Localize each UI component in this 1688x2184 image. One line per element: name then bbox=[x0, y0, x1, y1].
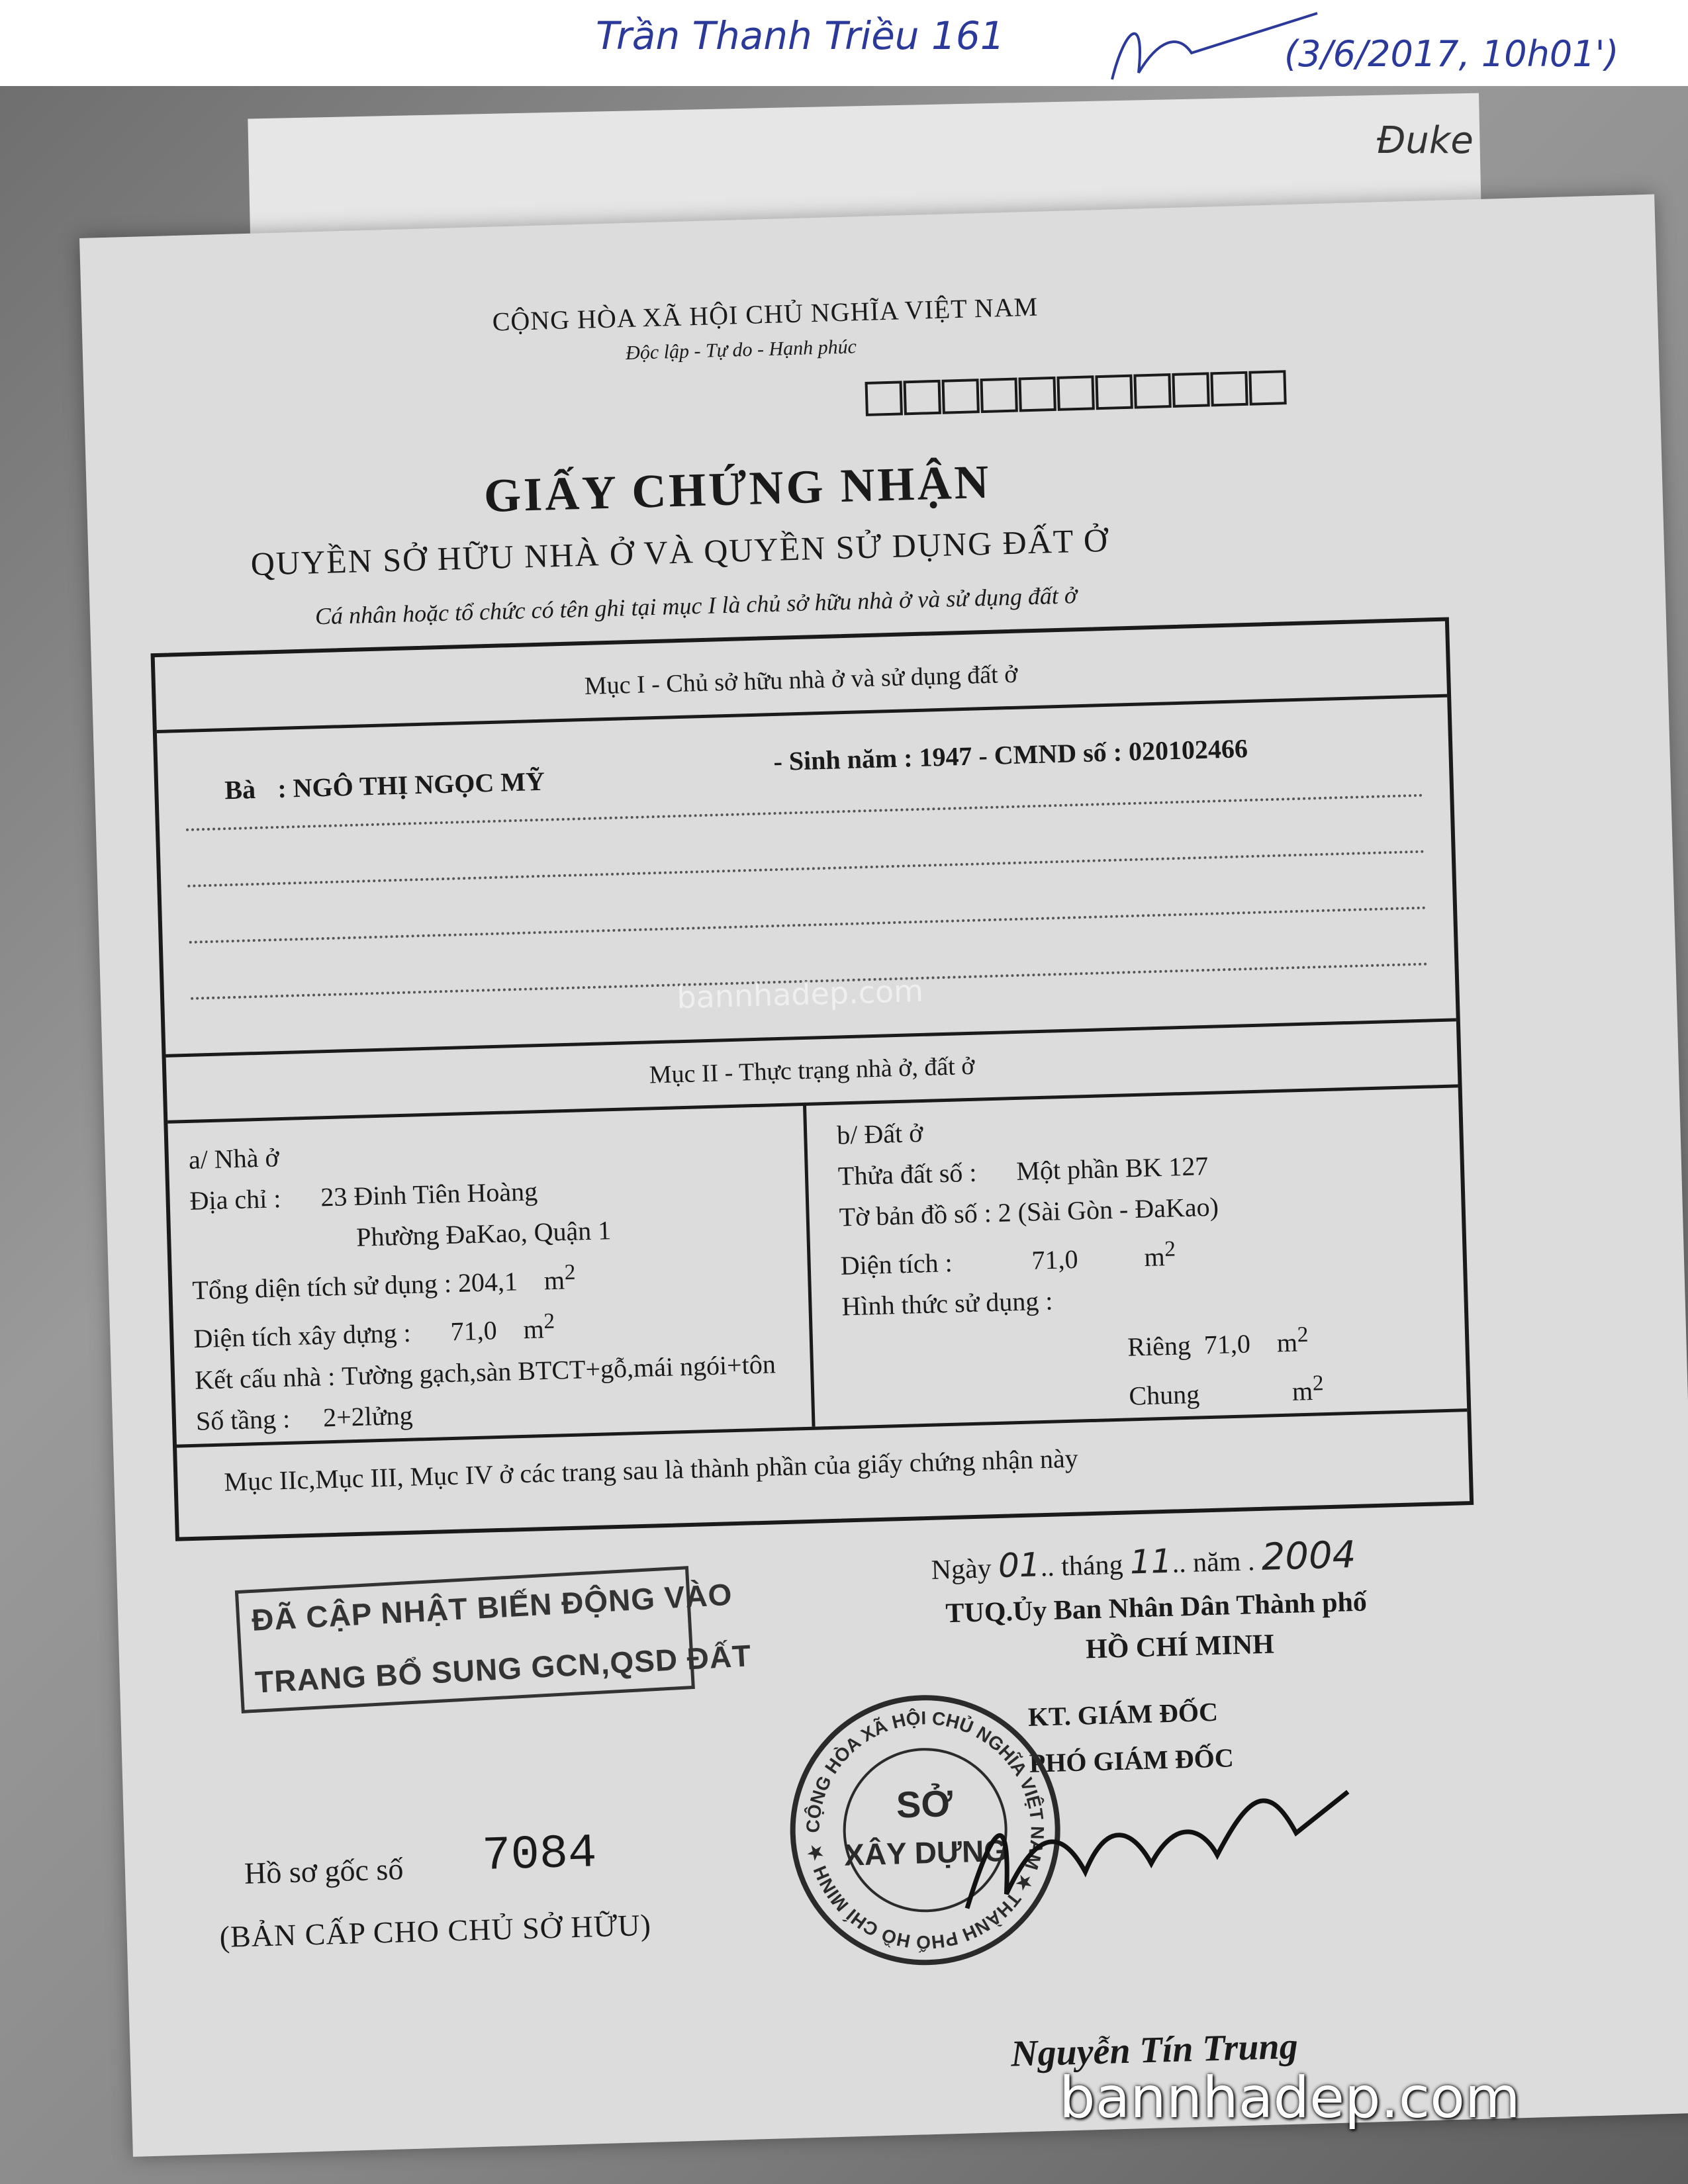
floors-value: 2+2lửng bbox=[322, 1400, 414, 1433]
certificate-title: GIẤY CHỨNG NHẬN bbox=[483, 455, 992, 523]
map-value: 2 (Sài Gòn - ĐaKao) bbox=[998, 1191, 1219, 1228]
issue-year: 2004 bbox=[1260, 1533, 1357, 1579]
watermark-center: bannhadep.com bbox=[676, 972, 924, 1016]
floors-label: Số tầng : bbox=[195, 1403, 291, 1436]
certificate-table bbox=[151, 617, 1474, 1541]
build-area-value: 71,0 bbox=[450, 1315, 498, 1347]
issuer-line2: HỒ CHÍ MINH bbox=[1085, 1629, 1275, 1665]
issue-date: Ngày 01.. tháng 11.. năm . 2004 bbox=[931, 1533, 1357, 1586]
section1-heading: Mục I - Chủ sở hữu nhà ở và sử dụng đất ở bbox=[584, 660, 1018, 700]
total-area-value: 204,1 bbox=[457, 1266, 518, 1298]
seal-center-top: SỞ bbox=[896, 1782, 953, 1826]
director-signature bbox=[950, 1752, 1365, 1935]
certificate-caption: Cá nhân hoặc tổ chức có tên ghi tại mục I là chủ sở hữu nhà ở và sử dụng đất ở bbox=[314, 582, 1078, 630]
role-deputy: KT. GIÁM ĐỐC bbox=[1027, 1696, 1219, 1732]
address-line1: 23 Đinh Tiên Hoàng bbox=[320, 1176, 538, 1212]
watermark-footer: bannhadep.com bbox=[1059, 2065, 1521, 2131]
land-column: b/ Đất ở Thửa đất số : Một phần BK 127 Tờ bản đồ số : 2 (Sài Gòn - ĐaKao) Diện tích : 71,0 $m^2$ Hình thức sử dụng : Riêng 71,0 $m^2$ Chung $m^2$ bbox=[836, 1101, 1324, 1424]
issuer-line1: TUQ.Ủy Ban Nhân Dân Thành phố bbox=[945, 1586, 1368, 1629]
update-stamp-line1: ĐÃ CẬP NHẬT BIẾN ĐỘNG VÀO bbox=[250, 1576, 733, 1637]
certificate-subtitle: QUYỀN SỞ HỮU NHÀ Ở VÀ QUYỀN SỬ DỤNG ĐẤT Ở bbox=[250, 521, 1109, 582]
signer-name: Nguyễn Tín Trung bbox=[1010, 2025, 1299, 2075]
private-value: 71,0 bbox=[1203, 1328, 1251, 1360]
section2-footer-note: Mục IIc,Mục III, Mục IV ở các trang sau là thành phần của giấy chứng nhận này bbox=[223, 1443, 1079, 1497]
handwritten-initials: Đuke bbox=[1377, 119, 1474, 162]
seal-center-bottom: XÂY DỰNG bbox=[843, 1833, 1008, 1872]
land-area-value: 71,0 bbox=[1031, 1244, 1079, 1275]
address-line2: Phường ĐaKao, Quận 1 bbox=[355, 1215, 612, 1252]
address-label: Địa chỉ : bbox=[189, 1183, 281, 1216]
serial-number-boxes bbox=[865, 370, 1288, 420]
private-label: Riêng bbox=[1127, 1330, 1192, 1363]
total-area-label: Tổng diện tích sử dụng : bbox=[191, 1268, 452, 1306]
house-column: a/ Nhà ở Địa chỉ : 23 Đinh Tiên Hoàng Phường ĐaKao, Quận 1 Tổng diện tích sử dụng : 204,1 $m^2$ Diện tích xây dựng : 71,0 $m^2$ Kết cấu nhà : Tường gạch,sàn BTCT+gỗ,mái ngói+tôn Số tầng : 2+2lửng bbox=[188, 1123, 777, 1441]
house-title: a/ Nhà ở bbox=[188, 1142, 280, 1175]
land-area-label: Diện tích : bbox=[840, 1248, 953, 1281]
parcel-label: Thửa đất số : bbox=[837, 1157, 977, 1191]
issue-day: 01 bbox=[998, 1545, 1041, 1586]
country-header: CỘNG HÒA XÃ HỘI CHỦ NGHĨA VIỆT NAM bbox=[492, 291, 1039, 337]
structure-label: Kết cấu nhà : bbox=[194, 1361, 336, 1395]
section2-heading: Mục II - Thực trạng nhà ở, đất ở bbox=[649, 1052, 975, 1089]
handwritten-datetime: (3/6/2017, 10h01') bbox=[1284, 33, 1619, 75]
owner-prefix: Bà bbox=[224, 774, 256, 805]
seal-ring-text: CỘNG HÒA XÃ HỘI CHỦ NGHĨA VIỆT NAM ★ THÀNH PHỐ HỒ CHÍ MINH ★ bbox=[802, 1707, 1048, 1953]
issue-month: 11 bbox=[1129, 1541, 1173, 1582]
update-stamp bbox=[235, 1566, 753, 1713]
shared-label: Chung bbox=[1128, 1379, 1200, 1411]
update-stamp-line2: TRANG BỔ SUNG GCN,QSD ĐẤT bbox=[254, 1638, 753, 1700]
build-area-label: Diện tích xây dựng : bbox=[193, 1318, 412, 1354]
handwritten-signature-top bbox=[1099, 0, 1337, 99]
motto: Độc lập - Tự do - Hạnh phúc bbox=[625, 336, 857, 365]
structure-value: Tường gạch,sàn BTCT+gỗ,mái ngói+tôn bbox=[341, 1348, 776, 1391]
land-title: b/ Đất ở bbox=[836, 1117, 923, 1150]
role-vice-director: PHÓ GIÁM ĐỐC bbox=[1029, 1743, 1235, 1778]
parcel-value: Một phần BK 127 bbox=[1015, 1150, 1209, 1187]
use-form-label: Hình thức sử dụng : bbox=[841, 1285, 1053, 1322]
owner-birth-id: - Sinh năm : 1947 - CMND số : 020102466 bbox=[773, 733, 1248, 777]
record-number: 7084 bbox=[481, 1826, 598, 1884]
record-label: Hồ sơ gốc số bbox=[244, 1852, 404, 1890]
certificate-document bbox=[79, 195, 1688, 2157]
handwritten-name-note: Trần Thanh Triều 161 bbox=[596, 13, 1005, 58]
copy-note: (BẢN CẤP CHO CHỦ SỞ HỮU) bbox=[219, 1907, 652, 1954]
map-label: Tờ bản đồ số : bbox=[839, 1198, 992, 1232]
owner-name: : NGÔ THỊ NGỌC MỸ bbox=[277, 766, 545, 803]
